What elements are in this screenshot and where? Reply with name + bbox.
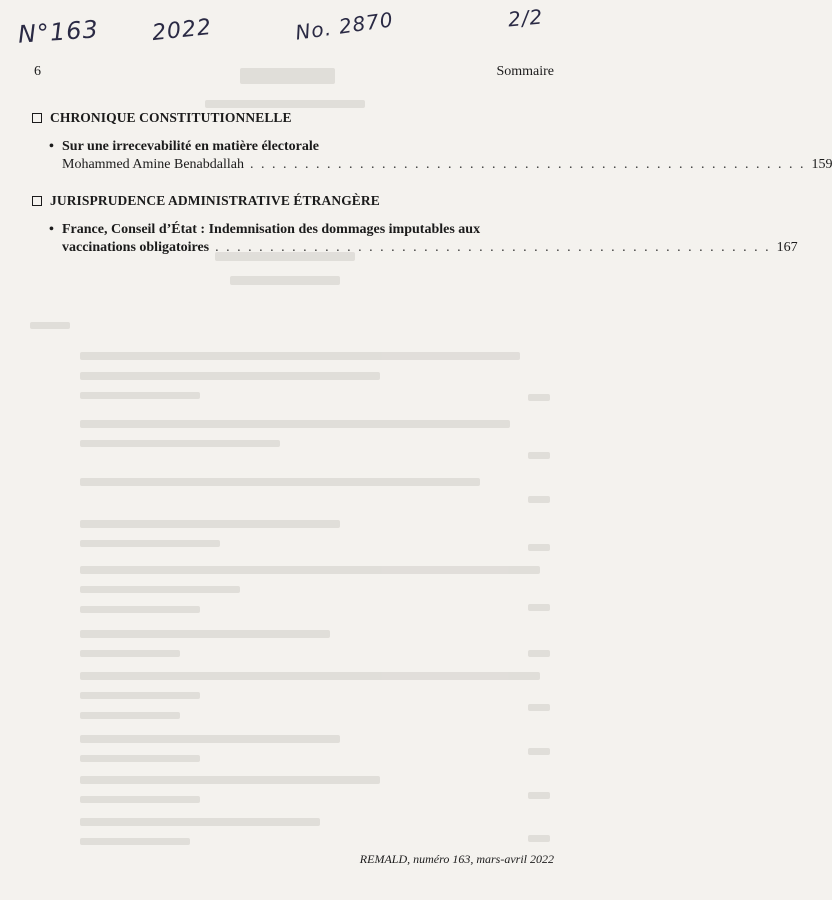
toc-entry-page: 167: [776, 240, 798, 255]
footer-citation: REMALD, numéro 163, mars-avril 2022: [359, 852, 554, 866]
section-heading-constitutional: [32, 110, 292, 126]
handwritten-issue-number: N°163: [17, 15, 100, 49]
running-head: Sommaire: [496, 64, 554, 79]
checkbox-square-icon: [32, 113, 42, 123]
toc-entry-leader: [62, 239, 798, 257]
checkbox-square-icon: [32, 196, 42, 206]
toc-entry-page: 159: [811, 157, 832, 172]
handwritten-reference: No. 2870: [293, 7, 396, 45]
toc-entry-title-continued: vaccinations obligatoires: [62, 240, 210, 255]
toc-entry-leader: [62, 156, 832, 174]
handwritten-part: 2/2: [507, 4, 545, 32]
toc-entry-title: France, Conseil d’État : Indemnisation des dommages imputables aux: [62, 222, 481, 237]
page-number: 6: [34, 64, 41, 79]
leader-dots: . . . . . . . . . . . . . . . . . . . . . . . . . . . . . . . . . . . . . . . . . . . . . . . . . . .: [249, 157, 806, 172]
toc-entry-author: Mohammed Amine Benabdallah: [62, 157, 244, 172]
toc-entry[interactable]: [49, 138, 832, 174]
leader-dots: . . . . . . . . . . . . . . . . . . . . . . . . . . . . . . . . . . . . . . . . . . . . . . . . . . .: [215, 240, 771, 255]
bullet-icon: •: [49, 222, 54, 237]
toc-entry[interactable]: [49, 221, 798, 257]
bullet-icon: •: [49, 139, 54, 154]
toc-entry-title: Sur une irrecevabilité en matière électorale: [62, 139, 319, 154]
handwritten-year: 2022: [150, 14, 214, 47]
section-heading-label: CHRONIQUE CONSTITUTIONNELLE: [50, 110, 292, 125]
section-heading-label: JURISPRUDENCE ADMINISTRATIVE ÉTRANGÈRE: [50, 193, 380, 208]
section-heading-administrative: [32, 193, 380, 209]
